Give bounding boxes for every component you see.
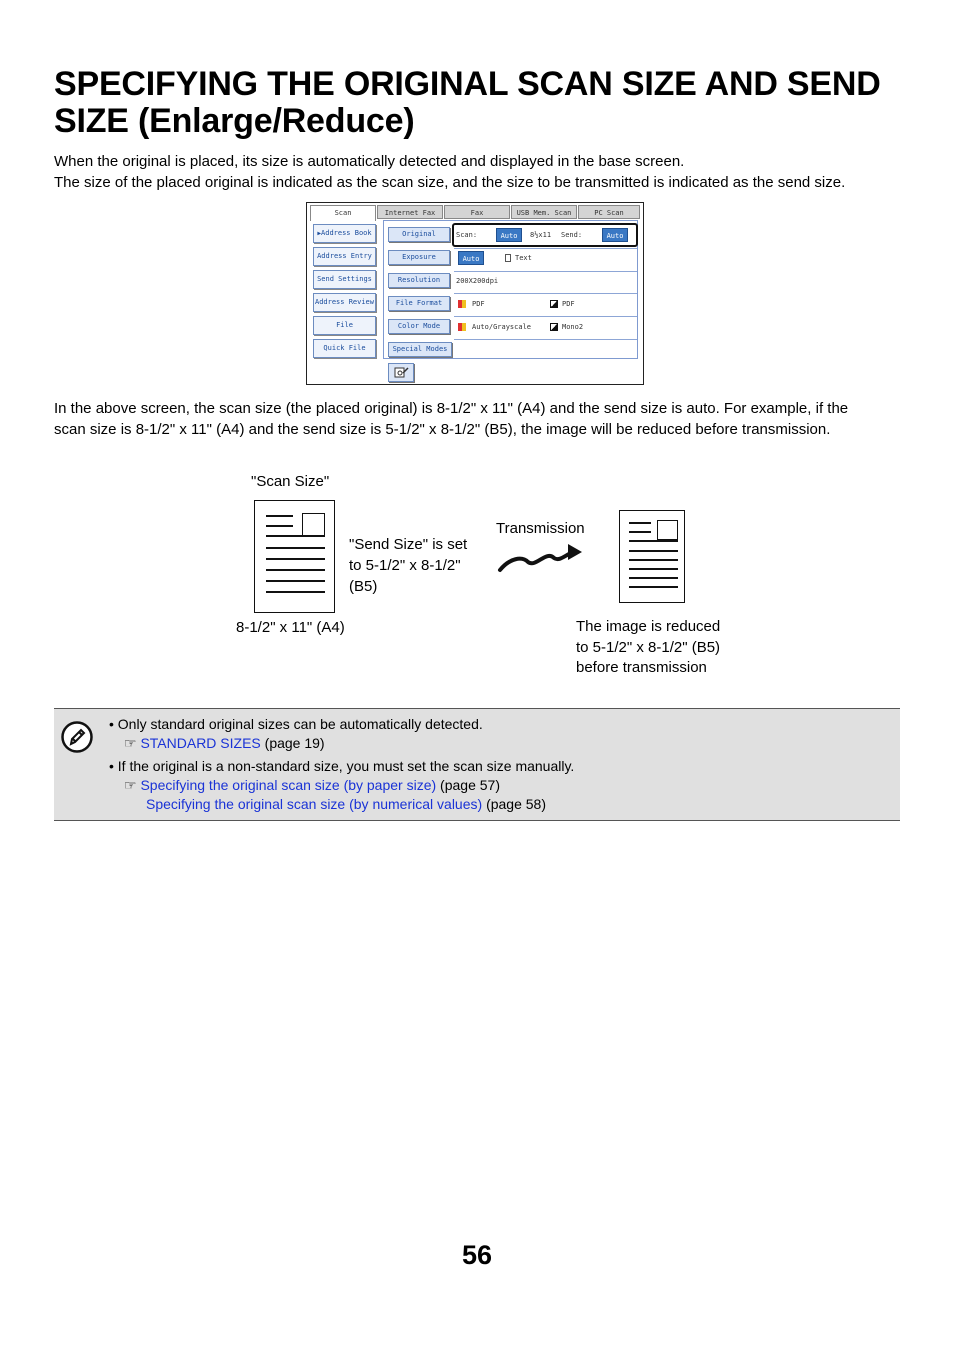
intro-line-1: When the original is placed, its size is automatically detected and displayed in the base screen.	[54, 153, 685, 170]
tab-internet-fax[interactable]: Internet Fax	[377, 205, 443, 219]
row-divider	[454, 293, 637, 294]
transmission-arrow-icon	[496, 540, 586, 576]
scan-size-by-numerical-link[interactable]: Specifying the original scan size (by numerical values)	[146, 796, 483, 812]
special-modes-button[interactable]: Special Modes	[388, 342, 452, 357]
send-settings-button[interactable]: Send Settings	[313, 270, 376, 289]
mono-icon	[550, 300, 558, 308]
text-line	[266, 547, 325, 549]
text-mode-icon	[505, 254, 511, 262]
resolution-value: 200X200dpi	[456, 277, 499, 285]
text-line	[629, 577, 678, 579]
explanation-line-1: In the above screen, the scan size (the placed original) is 8-1/2" x 11" (A4) and the send size is auto. For example, if the	[54, 400, 849, 417]
send-size-line-1: "Send Size" is set	[349, 536, 468, 553]
scan-auto-value: Auto	[496, 228, 522, 242]
exposure-auto-value: Auto	[458, 251, 484, 265]
page-title: SPECIFYING THE ORIGINAL SCAN SIZE AND SEND SIZE (Enlarge/Reduce)	[54, 65, 881, 140]
row-divider	[454, 248, 637, 249]
note-ref-2	[124, 776, 500, 795]
color-mode-button[interactable]: Color Mode	[388, 319, 450, 334]
text-line	[266, 569, 325, 571]
text-line	[629, 540, 678, 542]
exposure-mode: Text	[515, 254, 532, 262]
original-size-label: 8-1/2" x 11" (A4)	[236, 619, 345, 636]
intro-line-2: The size of the placed original is indicated as the scan size, and the size to be transmitted is indicated as the send size.	[54, 174, 846, 191]
ref-hand-icon: ☞	[124, 777, 137, 793]
text-line	[266, 591, 325, 593]
exposure-button[interactable]: Exposure	[388, 250, 450, 265]
detected-size: 8½x11	[530, 231, 552, 239]
send-label: Send:	[561, 231, 583, 239]
file-format-button[interactable]: File Format	[388, 296, 450, 311]
settings-panel	[383, 220, 638, 359]
standard-sizes-link[interactable]: STANDARD SIZES	[140, 735, 261, 751]
reduced-document-icon	[619, 510, 685, 603]
preview-icon[interactable]	[388, 363, 414, 382]
file-format-mono: PDF	[562, 300, 575, 308]
file-button[interactable]: File	[313, 316, 376, 335]
page-number: 56	[461, 1240, 493, 1270]
tab-fax[interactable]: Fax	[444, 205, 510, 219]
resolution-button[interactable]: Resolution	[388, 273, 450, 288]
explanation-line-2: scan size is 8-1/2" x 11" (A4) and the send size is 5-1/2" x 8-1/2" (B5), the image will be reduced before transmission.	[54, 421, 831, 438]
tab-usb-mem-scan[interactable]: USB Mem. Scan	[511, 205, 577, 219]
text-line	[629, 586, 678, 588]
row-divider	[454, 316, 637, 317]
file-format-color: PDF	[472, 300, 485, 308]
color-mode-mono: Mono2	[562, 323, 584, 331]
mono-icon	[550, 323, 558, 331]
note-box	[54, 708, 900, 821]
scan-base-screen	[306, 202, 644, 385]
text-line	[266, 580, 325, 582]
note-item-2: • If the original is a non-standard size, you must set the scan size manually.	[109, 758, 575, 774]
highlight-frame	[452, 223, 638, 247]
scan-size-by-paper-link[interactable]: Specifying the original scan size (by paper size)	[140, 777, 437, 793]
result-line-2: to 5-1/2" x 8-1/2" (B5)	[576, 639, 721, 656]
image-block	[302, 513, 325, 537]
original-button[interactable]: Original	[388, 227, 450, 242]
image-block	[657, 520, 678, 540]
text-line	[629, 550, 678, 552]
scan-size-label: "Scan Size"	[251, 473, 330, 490]
text-line	[629, 568, 678, 570]
address-entry-button[interactable]: Address Entry	[313, 247, 376, 266]
transmission-label: Transmission	[496, 520, 585, 537]
ref-hand-icon: ☞	[124, 735, 137, 751]
text-line	[266, 525, 293, 527]
original-document-icon	[254, 500, 335, 613]
page-ref: (page 19)	[264, 735, 325, 751]
page-ref: (page 57)	[440, 777, 500, 793]
text-line	[629, 559, 678, 561]
note-item-1: • Only standard original sizes can be automatically detected.	[109, 716, 483, 732]
text-line	[629, 522, 651, 524]
address-review-button[interactable]: Address Review	[313, 293, 376, 312]
row-divider	[454, 339, 637, 340]
text-line	[266, 558, 325, 560]
text-line	[266, 535, 325, 537]
address-book-button[interactable]: ▶Address Book	[313, 224, 376, 243]
note-pencil-icon	[61, 721, 93, 753]
scan-label: Scan:	[456, 231, 478, 239]
text-line	[629, 531, 651, 533]
color-icon	[458, 300, 466, 308]
note-ref-1	[124, 734, 325, 753]
note-ref-3	[146, 795, 546, 814]
send-auto-value: Auto	[602, 228, 628, 242]
result-line-3: before transmission	[576, 659, 707, 676]
color-icon	[458, 323, 466, 331]
result-line-1: The image is reduced	[576, 618, 721, 635]
tab-scan[interactable]: Scan	[310, 205, 376, 221]
color-mode-color: Auto/Grayscale	[472, 323, 532, 331]
tab-pc-scan[interactable]: PC Scan	[578, 205, 640, 219]
quick-file-button[interactable]: Quick File	[313, 339, 376, 358]
page-ref: (page 58)	[486, 796, 546, 812]
send-size-line-2: to 5-1/2" x 8-1/2"	[349, 557, 461, 574]
row-divider	[454, 271, 637, 272]
send-size-line-3: (B5)	[349, 578, 378, 595]
text-line	[266, 515, 293, 517]
